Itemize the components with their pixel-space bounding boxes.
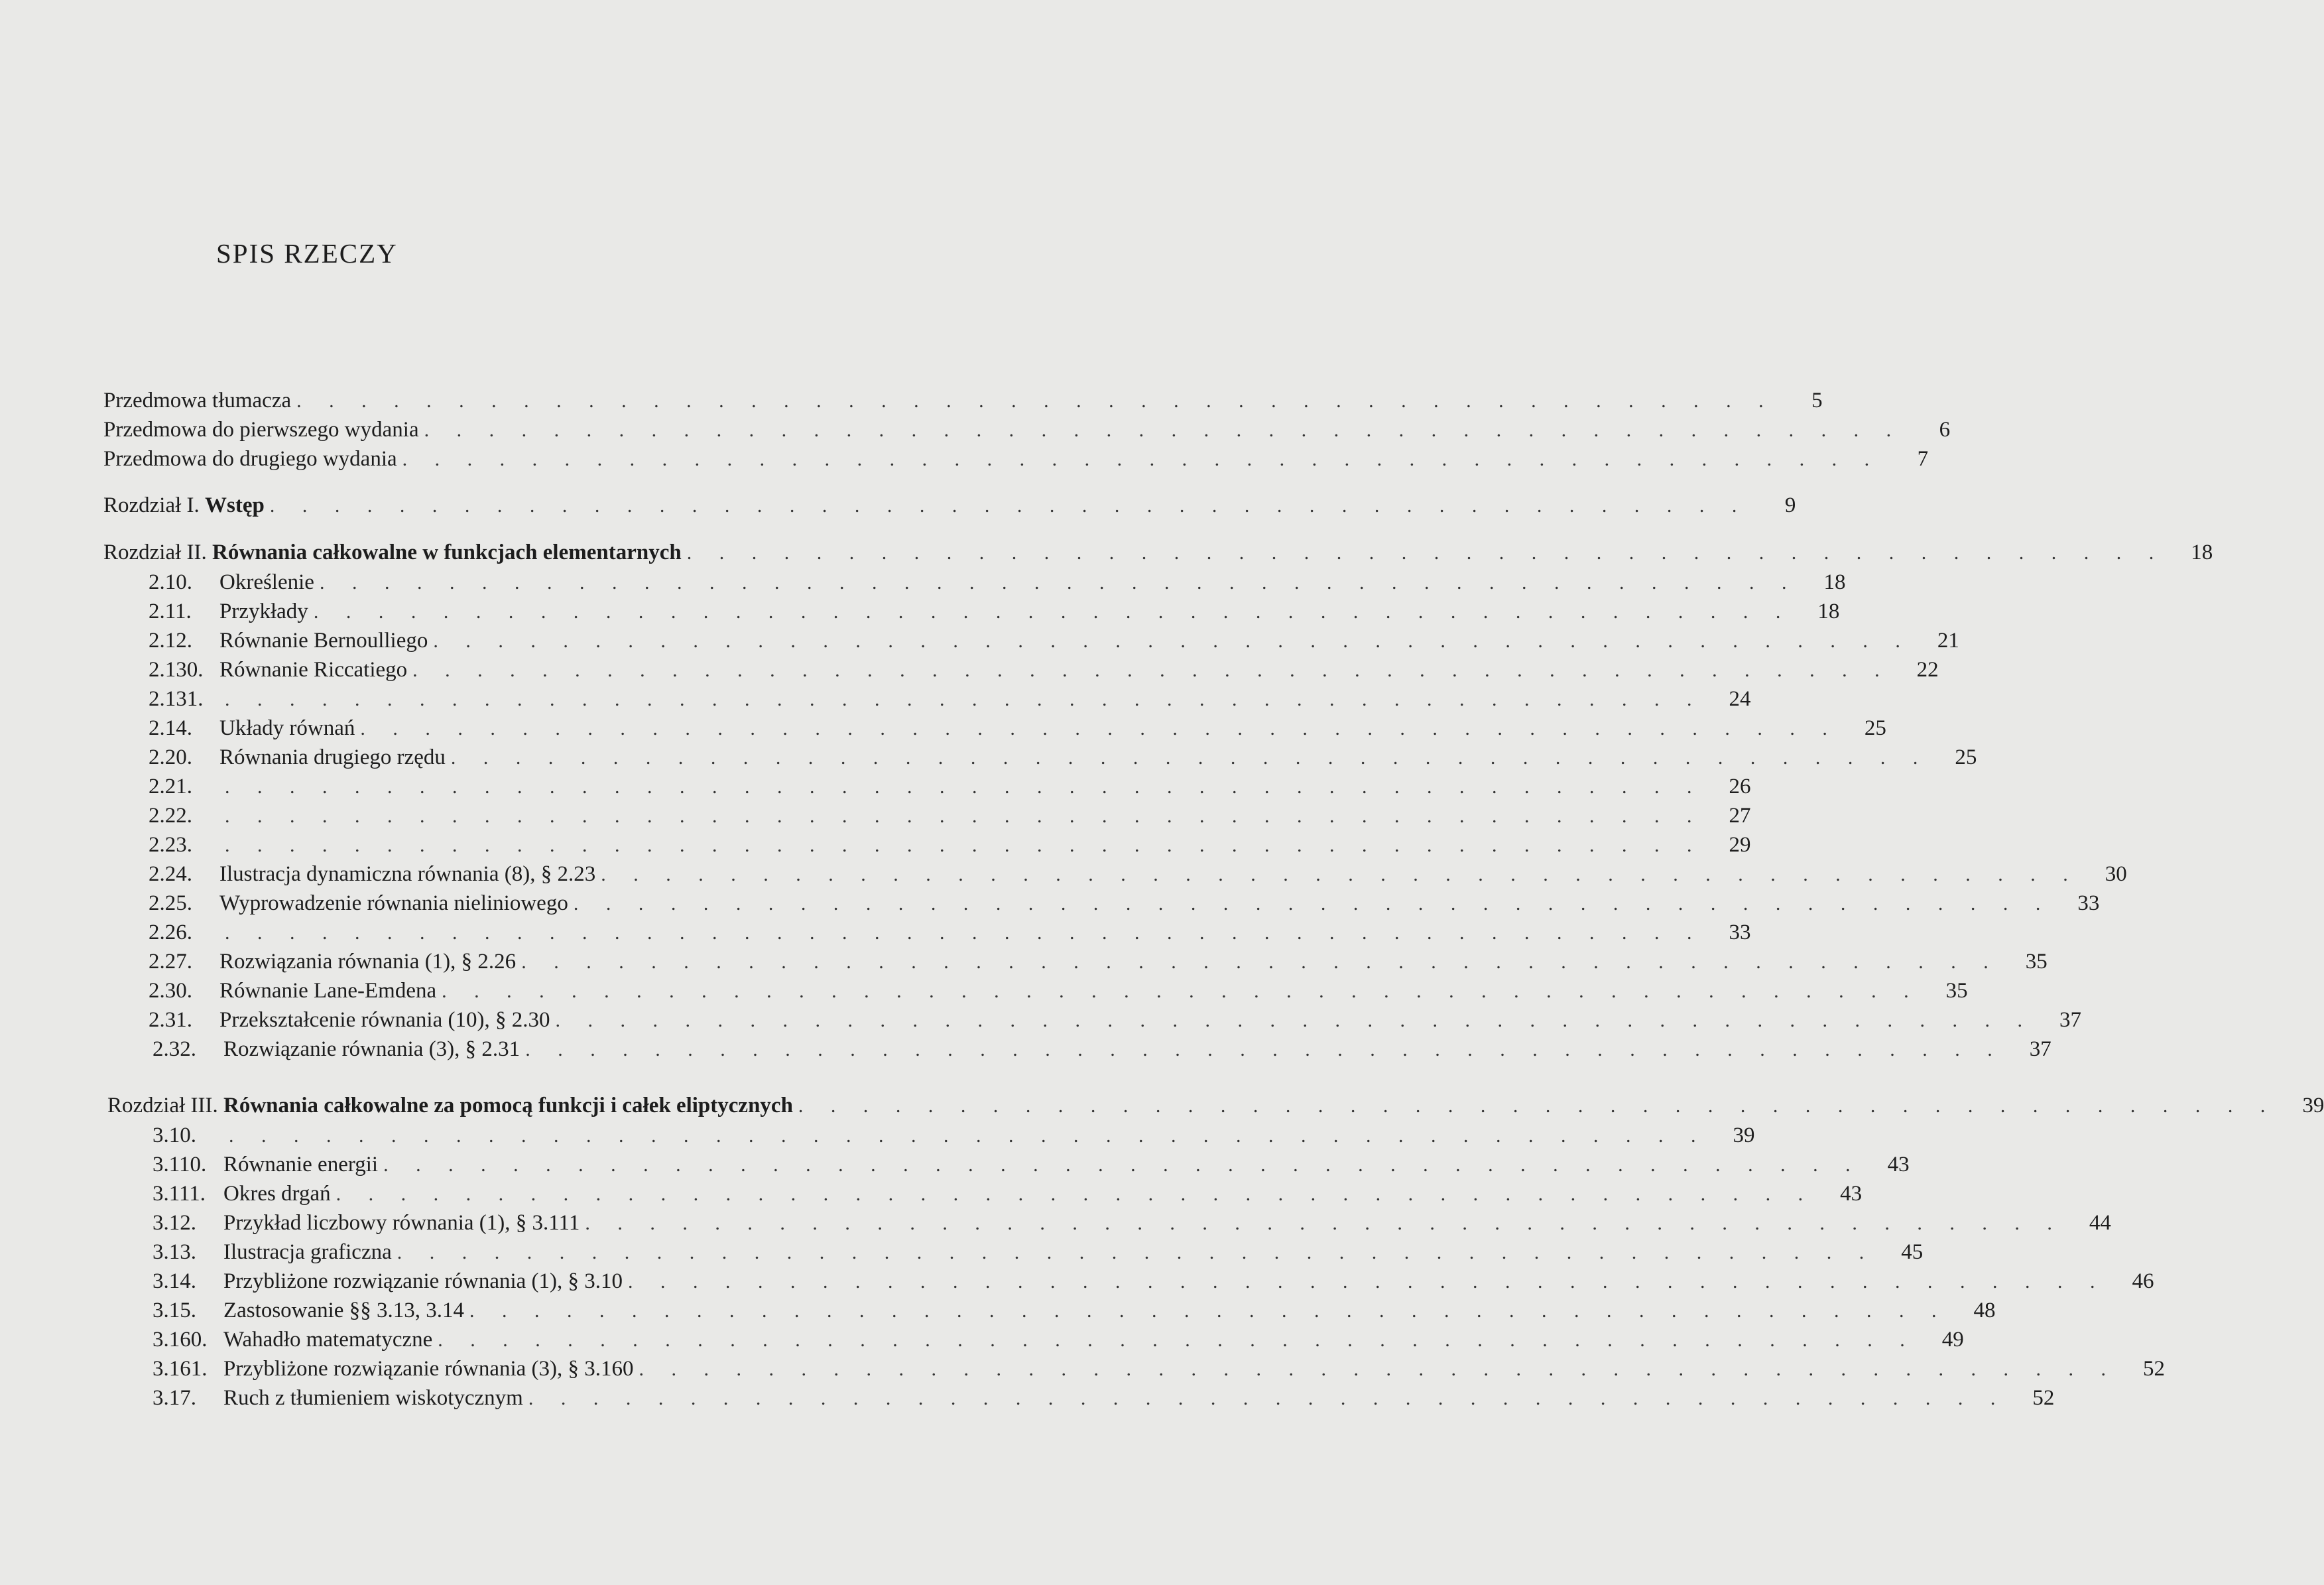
- leader-dots: . . . . . . . . . . . . . . . . . . . . . . . . . . . . . . . . . . . . . . . . . . . . . .: [628, 1271, 2107, 1293]
- section-number: 2.10.: [149, 570, 192, 594]
- section-number: 2.21.: [149, 775, 192, 798]
- leader-dots: . . . . . . . . . . . . . . . . . . . . . . . . . . . . . . . . . . . . . . . . . . . . . .: [225, 834, 1703, 856]
- toc-entry-label: Przekształcenie równania (10), § 2.30: [219, 1008, 550, 1032]
- toc-entry[interactable]: [149, 773, 1751, 800]
- toc-entry-page: 46: [2132, 1269, 2154, 1293]
- toc-entry[interactable]: [149, 890, 2100, 917]
- toc-entry[interactable]: [149, 686, 1751, 712]
- chapter-title: Wstęp: [205, 493, 265, 517]
- toc-entry[interactable]: [149, 1007, 2081, 1033]
- toc-entry-preface-first-edition[interactable]: [103, 416, 1951, 443]
- leader-dots: . . . . . . . . . . . . . . . . . . . . . . . . . . . . . . . . . . . . . . . . . . . . . .: [424, 419, 1903, 441]
- toc-entry-page: 52: [2143, 1357, 2166, 1381]
- toc-entry-label: Okres drgań: [223, 1182, 331, 1206]
- toc-entry[interactable]: [153, 1385, 2055, 1411]
- toc-entry[interactable]: [149, 715, 1886, 741]
- toc-entry-label: Przybliżone rozwiązanie równania (3), § 3.160: [223, 1357, 634, 1381]
- toc-entry-label: Równanie energii: [223, 1153, 379, 1176]
- section-number: 2.12.: [149, 629, 192, 653]
- toc-entry-label: Przedmowa do pierwszego wydania: [103, 418, 419, 442]
- leader-dots: . . . . . . . . . . . . . . . . . . . . . . . . . . . . . . . . . . . . . . . . . . . . . .: [573, 893, 2052, 915]
- toc-entry-label: Równanie Riccatiego: [219, 658, 408, 682]
- section-number: 2.27.: [149, 950, 192, 974]
- leader-dots: . . . . . . . . . . . . . . . . . . . . . . . . . . . . . . . . . . . . . . . . . . . . . .: [402, 448, 1881, 470]
- toc-entry-page: 37: [2059, 1008, 2081, 1032]
- section-number: 2.22.: [149, 804, 192, 828]
- toc-entry-page: 33: [2077, 891, 2100, 915]
- toc-entry-page: 37: [2029, 1037, 2051, 1061]
- section-number: 3.111.: [153, 1182, 206, 1206]
- toc-entry-page: 18: [2191, 540, 2213, 564]
- leader-dots: . . . . . . . . . . . . . . . . . . . . . . . . . . . . . . . . . . . . . . . . . . . . . .: [383, 1154, 1862, 1176]
- toc-entry[interactable]: [153, 1036, 2051, 1062]
- toc-entry[interactable]: [153, 1356, 2166, 1382]
- section-number: 2.25.: [149, 891, 192, 915]
- toc-entry-page: 30: [2105, 862, 2127, 886]
- toc-entry[interactable]: [149, 919, 1751, 946]
- leader-dots: . . . . . . . . . . . . . . . . . . . . . . . . . . . . . . . . . . . . . . . . . . . . . .: [225, 805, 1703, 827]
- toc-entry-page: 35: [2025, 950, 2048, 974]
- leader-dots: . . . . . . . . . . . . . . . . . . . . . . . . . . . . . . . . . . . . . . . . . . . . . .: [412, 659, 1891, 681]
- toc-entry[interactable]: [149, 744, 1977, 771]
- toc-entry[interactable]: [149, 948, 2048, 975]
- section-number: 3.12.: [153, 1211, 196, 1235]
- page-title: SPIS RZECZY: [216, 238, 398, 269]
- section-number: 3.14.: [153, 1269, 196, 1293]
- leader-dots: . . . . . . . . . . . . . . . . . . . . . . . . . . . . . . . . . . . . . . . . . . . . . .: [521, 951, 2000, 973]
- toc-entry[interactable]: [153, 1268, 2154, 1295]
- section-number: 2.30.: [149, 979, 192, 1003]
- toc-entry-label: Wyprowadzenie równania nieliniowego: [219, 891, 568, 915]
- leader-dots: . . . . . . . . . . . . . . . . . . . . . . . . . . . . . . . . . . . . . . . . . . . . . .: [433, 630, 1912, 652]
- toc-entry-page: 43: [1840, 1182, 1863, 1206]
- toc-entry[interactable]: [153, 1297, 1996, 1324]
- toc-entry-page: 18: [1817, 600, 1840, 623]
- toc-entry-page: 25: [1955, 745, 1977, 769]
- leader-dots: . . . . . . . . . . . . . . . . . . . . . . . . . . . . . . . . . . . . . . . . . . . . . .: [397, 1241, 1876, 1263]
- toc-entry-page: 33: [1729, 920, 1751, 944]
- toc-entry-page: 35: [1945, 979, 1968, 1003]
- toc-entry-page: 24: [1729, 687, 1751, 711]
- section-number: 3.10.: [153, 1123, 196, 1147]
- section-number: 2.20.: [149, 745, 192, 769]
- section-number: 3.17.: [153, 1386, 196, 1410]
- toc-chapter-2[interactable]: [103, 539, 2213, 566]
- toc-entry-page: 18: [1823, 570, 1846, 594]
- toc-entry-label: Równanie Lane-Emdena: [219, 979, 437, 1003]
- toc-entry[interactable]: [153, 1151, 1910, 1178]
- section-number: 3.110.: [153, 1153, 207, 1176]
- toc-entry-page: 7: [1917, 447, 1929, 471]
- leader-dots: . . . . . . . . . . . . . . . . . . . . . . . . . . . . . . . . . . . . . . . . . . . . . .: [225, 776, 1703, 798]
- section-number: 3.15.: [153, 1299, 196, 1322]
- toc-entry-page: 21: [1937, 629, 1959, 653]
- toc-entry-page: 39: [2302, 1094, 2324, 1117]
- toc-entry-label: Rozwiązania równania (1), § 2.26: [219, 950, 517, 974]
- toc-entry-label: Przykład liczbowy równania (1), § 3.111: [223, 1211, 580, 1235]
- section-number: 2.14.: [149, 716, 192, 740]
- toc-entry-label: Równania drugiego rzędu: [219, 745, 446, 769]
- leader-dots: . . . . . . . . . . . . . . . . . . . . . . . . . . . . . . . . . . . . . . . . . . . . . .: [438, 1329, 1916, 1351]
- toc-entry[interactable]: [149, 832, 1751, 858]
- toc-entry-label: Przybliżone rozwiązanie równania (1), § 3.10: [223, 1269, 623, 1293]
- leader-dots: . . . . . . . . . . . . . . . . . . . . . . . . . . . . . . . . . . . . . . . . . . . . . .: [442, 980, 1920, 1002]
- toc-entry-page: 45: [1901, 1240, 1924, 1264]
- section-number: 2.31.: [149, 1008, 192, 1032]
- chapter-title: Równania całkowalne w funkcjach elementarnych: [212, 540, 682, 564]
- section-number: 2.130.: [149, 658, 204, 682]
- leader-dots: . . . . . . . . . . . . . . . . . . . . . . . . . . . . . . . . . . . . . . . . . . . . . .: [225, 688, 1703, 710]
- toc-entry[interactable]: [149, 657, 1939, 683]
- leader-dots: . . . . . . . . . . . . . . . . . . . . . . . . . . . . . . . . . . . . . . . . . . . . . .: [313, 601, 1792, 623]
- section-number: 2.24.: [149, 862, 192, 886]
- section-number: 3.13.: [153, 1240, 196, 1264]
- toc-entry[interactable]: [153, 1326, 1964, 1353]
- toc-entry-label: Równanie Bernoulliego: [219, 629, 428, 653]
- toc-entry-page: 9: [1784, 493, 1796, 517]
- toc-entry[interactable]: [153, 1122, 1755, 1149]
- toc-entry-page: 27: [1729, 804, 1751, 828]
- toc-entry-page: 43: [1887, 1153, 1910, 1176]
- toc-entry-label: Zastosowanie §§ 3.13, 3.14: [223, 1299, 464, 1322]
- toc-entry-page: 52: [2032, 1386, 2055, 1410]
- toc-entry-page: 5: [1811, 389, 1823, 412]
- leader-dots: . . . . . . . . . . . . . . . . . . . . . . . . . . . . . . . . . . . . . . . . . . . . . .: [336, 1183, 1815, 1205]
- toc-entry[interactable]: [149, 627, 1959, 654]
- toc-entry[interactable]: [149, 802, 1751, 829]
- leader-dots: . . . . . . . . . . . . . . . . . . . . . . . . . . . . . . . . . . . . . . . . . . . . . .: [296, 390, 1775, 412]
- leader-dots: . . . . . . . . . . . . . . . . . . . . . . . . . . . . . . . . . . . . . . . . . . . . . .: [269, 495, 1748, 517]
- leader-dots: . . . . . . . . . . . . . . . . . . . . . . . . . . . . . . . . . . . . . . . . . . . . . .: [450, 747, 1929, 769]
- leader-dots: . . . . . . . . . . . . . . . . . . . . . . . . . . . . . . . . . . . . . . . . . . . . . .: [229, 1125, 1707, 1147]
- toc-entry-preface-translator[interactable]: [103, 387, 1823, 414]
- toc-entry-label: Wahadło matematyczne: [223, 1328, 433, 1352]
- leader-dots: . . . . . . . . . . . . . . . . . . . . . . . . . . . . . . . . . . . . . . . . . . . . . .: [360, 718, 1839, 739]
- leader-dots: . . . . . . . . . . . . . . . . . . . . . . . . . . . . . . . . . . . . . . . . . . . . . .: [585, 1212, 2063, 1234]
- leader-dots: . . . . . . . . . . . . . . . . . . . . . . . . . . . . . . . . . . . . . . . . . . . . . .: [528, 1387, 2007, 1409]
- section-number: 3.161.: [153, 1357, 208, 1381]
- toc-entry-preface-second-edition[interactable]: [103, 446, 1929, 472]
- section-number: 2.26.: [149, 920, 192, 944]
- toc-entry[interactable]: [149, 569, 1846, 596]
- toc-entry-page: 26: [1729, 775, 1751, 798]
- leader-dots: . . . . . . . . . . . . . . . . . . . . . . . . . . . . . . . . . . . . . . . . . . . . . .: [225, 922, 1703, 944]
- section-number: 2.131.: [149, 687, 204, 711]
- toc-entry-page: 39: [1733, 1123, 1755, 1147]
- leader-dots: . . . . . . . . . . . . . . . . . . . . . . . . . . . . . . . . . . . . . . . . . . . . . .: [639, 1358, 2118, 1380]
- toc-entry[interactable]: [149, 861, 2127, 887]
- toc-entry-label: Przykłady: [219, 600, 308, 623]
- toc-entry-label: Przedmowa tłumacza: [103, 389, 292, 412]
- chapter-title: Równania całkowalne za pomocą funkcji i całek eliptycznych: [223, 1094, 793, 1117]
- chapter-prefix: Rozdział II.: [103, 540, 207, 564]
- toc-entry-label: Rozwiązanie równania (3), § 2.31: [223, 1037, 520, 1061]
- toc-entry[interactable]: [153, 1210, 2111, 1236]
- toc-entry-label: Ilustracja graficzna: [223, 1240, 392, 1264]
- toc-entry-page: 44: [2089, 1211, 2111, 1235]
- leader-dots: . . . . . . . . . . . . . . . . . . . . . . . . . . . . . . . . . . . . . . . . . . . . . .: [319, 572, 1798, 594]
- toc-entry-label: Określenie: [219, 570, 314, 594]
- section-number: 3.160.: [153, 1328, 208, 1352]
- leader-dots: . . . . . . . . . . . . . . . . . . . . . . . . . . . . . . . . . . . . . . . . . . . . . .: [469, 1300, 1948, 1322]
- leader-dots: . . . . . . . . . . . . . . . . . . . . . . . . . . . . . . . . . . . . . . . . . . . . . .: [798, 1095, 2277, 1117]
- toc-entry-page: 48: [1973, 1299, 1996, 1322]
- chapter-prefix: Rozdział I.: [103, 493, 200, 517]
- leader-dots: . . . . . . . . . . . . . . . . . . . . . . . . . . . . . . . . . . . . . . . . . . . . . .: [601, 863, 2079, 885]
- toc-chapter-3[interactable]: [107, 1092, 2324, 1119]
- leader-dots: . . . . . . . . . . . . . . . . . . . . . . . . . . . . . . . . . . . . . . . . . . . . . .: [686, 542, 2166, 564]
- toc-chapter-1[interactable]: [103, 492, 1796, 519]
- toc-entry-label: Układy równań: [219, 716, 355, 740]
- toc-entry-page: 25: [1864, 716, 1886, 740]
- toc-entry[interactable]: [149, 598, 1840, 625]
- section-number: 2.11.: [149, 600, 192, 623]
- toc-entry-label: Ruch z tłumieniem wiskotycznym: [223, 1386, 523, 1410]
- section-number: 2.23.: [149, 833, 192, 857]
- leader-dots: . . . . . . . . . . . . . . . . . . . . . . . . . . . . . . . . . . . . . . . . . . . . . .: [525, 1039, 2004, 1060]
- toc-entry-page: 22: [1916, 658, 1939, 682]
- toc-entry[interactable]: [153, 1239, 1924, 1265]
- toc-entry-page: 6: [1939, 418, 1951, 442]
- chapter-prefix: Rozdział III.: [107, 1094, 218, 1117]
- toc-entry-label: Ilustracja dynamiczna równania (8), § 2.23: [219, 862, 596, 886]
- leader-dots: . . . . . . . . . . . . . . . . . . . . . . . . . . . . . . . . . . . . . . . . . . . . . .: [555, 1009, 2034, 1031]
- toc-entry[interactable]: [149, 978, 1968, 1004]
- toc-entry[interactable]: [153, 1180, 1863, 1207]
- section-number: 2.32.: [153, 1037, 196, 1061]
- toc-entry-label: Przedmowa do drugiego wydania: [103, 447, 397, 471]
- toc-entry-page: 49: [1941, 1328, 1964, 1352]
- toc-entry-page: 29: [1729, 833, 1751, 857]
